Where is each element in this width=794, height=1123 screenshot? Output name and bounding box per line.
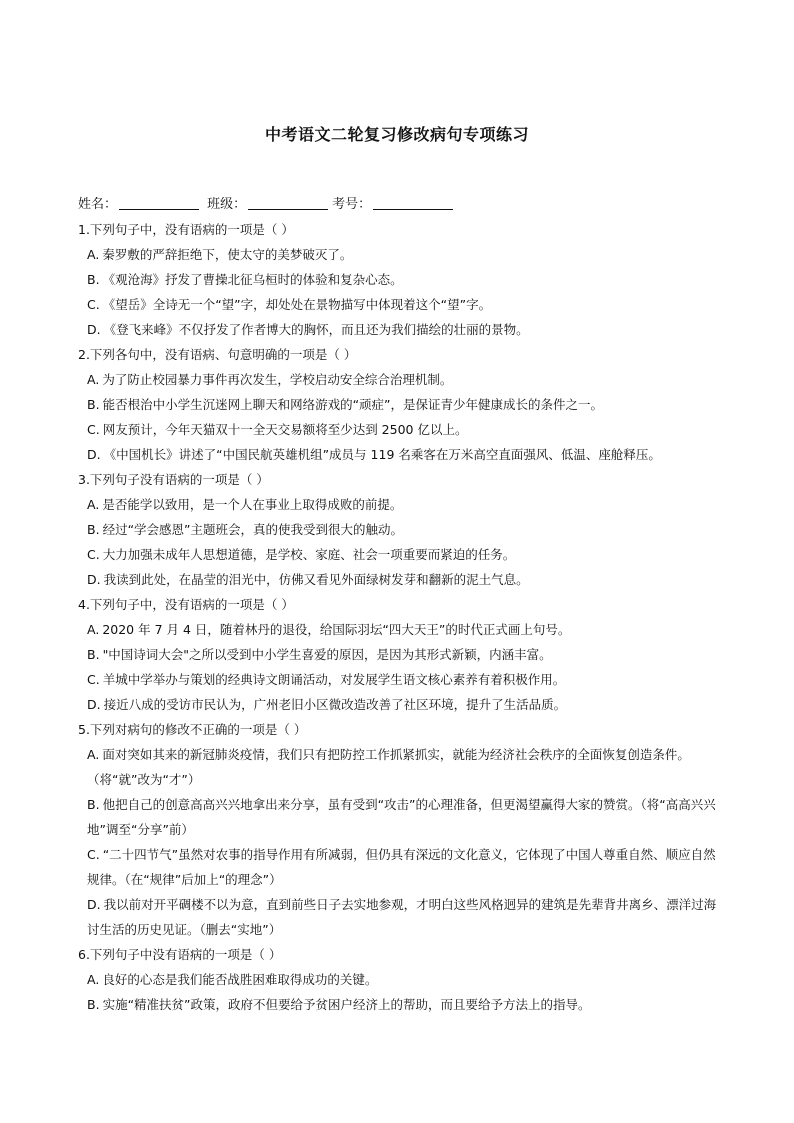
option-letter: A. — [87, 247, 100, 262]
option-text: 《中国机长》讲述了“中国民航英雄机组”成员与 119 名乘客在万米高空直面强风、低温、座舱释压。 — [103, 447, 661, 462]
option-letter: D. — [87, 322, 101, 337]
option-letter: B. — [87, 797, 100, 812]
option — [78, 692, 724, 717]
option — [78, 992, 724, 1017]
option — [78, 517, 724, 542]
option-text: "中国诗词大会"之所以受到中小学生喜爱的原因，是因为其形式新颖，内涵丰富。 — [102, 647, 552, 662]
exam-number-label: 考号： — [332, 197, 372, 212]
option — [78, 567, 724, 592]
option-text: 网友预计，今年天猫双十一全天交易额将至少达到 2500 亿以上。 — [102, 422, 468, 437]
option-text: 接近八成的受访市民认为，广州老旧小区微改造改善了社区环境，提升了生活品质。 — [103, 697, 567, 712]
option — [78, 417, 724, 442]
option — [78, 392, 724, 417]
option — [78, 967, 724, 992]
name-blank — [119, 197, 199, 210]
option-text: 实施“精准扶贫”政策，政府不但要给予贫困户经济上的帮助，而且要给予方法上的指导。 — [102, 997, 591, 1012]
option-letter: A. — [87, 972, 100, 987]
option-text: 我以前对开平碉楼不以为意，直到前些日子去实地参观，才明白这些风格迥异的建筑是先辈背井离乡、漂洋过海讨生活的历史见证。（删去“实地”） — [87, 897, 717, 937]
question-stem: 1.下列句子中，没有语病的一项是（ ） — [78, 222, 294, 237]
option-letter: C. — [87, 547, 100, 562]
option-text: 能否根治中小学生沉迷网上聊天和网络游戏的“顽症”，是保证青少年健康成长的条件之一。 — [102, 397, 604, 412]
question — [78, 592, 724, 717]
option — [78, 842, 724, 892]
question — [78, 342, 724, 467]
option — [78, 242, 724, 267]
option — [78, 442, 724, 467]
option-letter: B. — [87, 272, 100, 287]
option — [78, 367, 724, 392]
student-info-line — [78, 193, 457, 212]
question-stem: 2.下列各句中，没有语病、句意明确的一项是（ ） — [78, 347, 357, 362]
option-letter: A. — [87, 622, 100, 637]
exam-number-blank — [373, 197, 453, 210]
option-text: 是否能学以致用，是一个人在事业上取得成败的前提。 — [102, 497, 403, 512]
option-text: 秦罗敷的严辞拒绝下，使太守的美梦破灭了。 — [102, 247, 353, 262]
option — [78, 667, 724, 692]
option-letter: B. — [87, 647, 100, 662]
option-text: 我读到此处，在晶莹的泪光中，仿佛又看见外面绿树发芽和翻新的泥土气息。 — [103, 572, 529, 587]
option-letter: A. — [87, 747, 100, 762]
question — [78, 217, 724, 342]
option-letter: D. — [87, 697, 101, 712]
option-text: 《观沧海》抒发了曹操北征乌桓时的体验和复杂心态。 — [102, 272, 403, 287]
option — [78, 742, 724, 792]
option-text: 《望岳》全诗无一个“望”字，却处处在景物描写中体现着这个“望”字。 — [102, 297, 492, 312]
option — [78, 617, 724, 642]
question-stem: 6.下列句子中没有语病的一项是（ ） — [78, 947, 282, 962]
class-label: 班级： — [207, 197, 247, 212]
option-text: 他把自己的创意高高兴兴地拿出来分享，虽有受到“攻击”的心理准备，但更渴望赢得大家的赞赏。（将“高高兴兴地”调至“分享”前） — [87, 797, 716, 837]
question-stem: 5.下列对病句的修改不正确的一项是（ ） — [78, 722, 307, 737]
option-text: 《登飞来峰》不仅抒发了作者博大的胸怀，而且还为我们描绘的壮丽的景物。 — [103, 322, 529, 337]
option-letter: D. — [87, 447, 101, 462]
option — [78, 317, 724, 342]
option-text: 经过“学会感恩”主题班会，真的使我受到很大的触动。 — [102, 522, 404, 537]
option — [78, 292, 724, 317]
option-text: 良好的心态是我们能否战胜困难取得成功的关键。 — [102, 972, 378, 987]
question-stem: 3.下列句子没有语病的一项是（ ） — [78, 472, 269, 487]
option-letter: C. — [87, 672, 100, 687]
option — [78, 492, 724, 517]
option-text: 大力加强未成年人思想道德，是学校、家庭、社会一项重要而紧迫的任务。 — [102, 547, 516, 562]
option — [78, 267, 724, 292]
option-letter: A. — [87, 372, 100, 387]
question-list — [78, 217, 724, 1017]
class-blank — [248, 197, 328, 210]
option — [78, 542, 724, 567]
option — [78, 642, 724, 667]
option — [78, 892, 724, 942]
option-letter: A. — [87, 497, 100, 512]
option-text: 羊城中学举办与策划的经典诗文朗诵活动，对发展学生语文核心素养有着积极作用。 — [102, 672, 566, 687]
page-title: 中考语文二轮复习修改病句专项练习 — [264, 125, 529, 144]
option-text: 面对突如其来的新冠肺炎疫情，我们只有把防控工作抓紧抓实，就能为经济社会秩序的全面恢复创造条件。（将“就”改为“才”） — [87, 747, 690, 787]
option-letter: D. — [87, 897, 101, 912]
option-letter: C. — [87, 297, 100, 312]
question — [78, 467, 724, 592]
option-letter: D. — [87, 572, 101, 587]
option-letter: C. — [87, 422, 100, 437]
option-letter: B. — [87, 397, 100, 412]
name-label: 姓名： — [78, 197, 118, 212]
question — [78, 717, 724, 942]
question — [78, 942, 724, 1017]
option-letter: C. — [87, 847, 100, 862]
option-text: 2020 年 7 月 4 日，随着林丹的退役，给国际羽坛“四大天王”的时代正式画上句号。 — [102, 622, 571, 637]
option-letter: B. — [87, 522, 100, 537]
option-text: 为了防止校园暴力事件再次发生，学校启动安全综合治理机制。 — [102, 372, 453, 387]
option-letter: B. — [87, 997, 100, 1012]
option-text: “二十四节气”虽然对农事的指导作用有所减弱，但仍具有深远的文化意义，它体现了中国人尊重自然、顺应自然规律。（在“规律”后加上“的理念”） — [87, 847, 716, 887]
option — [78, 792, 724, 842]
question-stem: 4.下列句子中，没有语病的一项是（ ） — [78, 597, 294, 612]
